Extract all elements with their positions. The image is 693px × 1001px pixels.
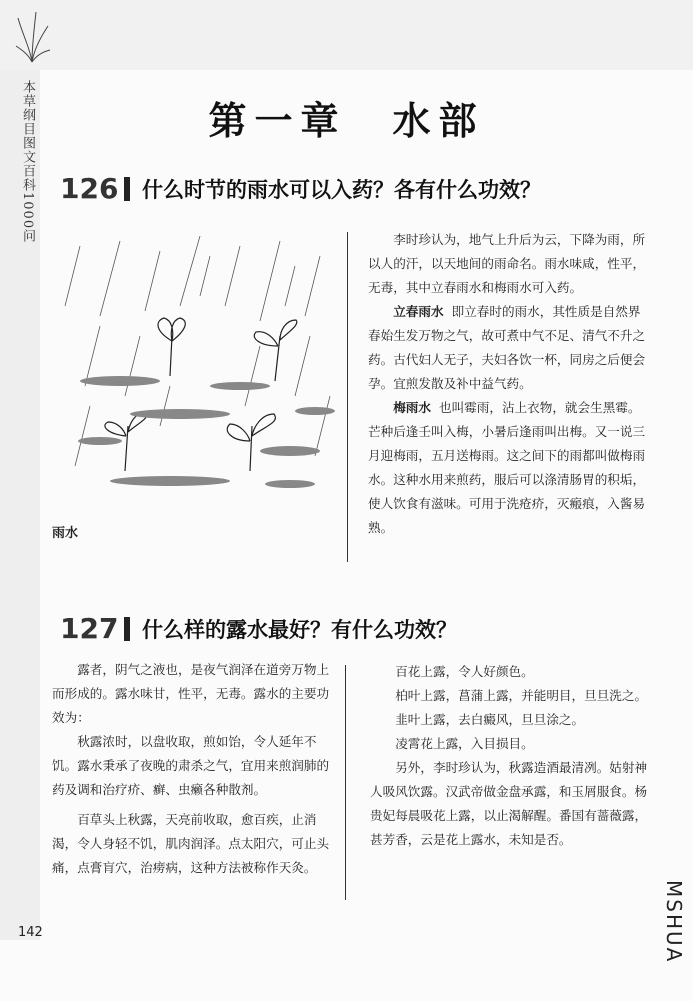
- illustration-caption: 雨水: [52, 526, 79, 541]
- column-divider: [345, 665, 346, 900]
- paragraph: 秋露浓时，以盘收取，煎如饴，令人延年不饥。露水秉承了夜晚的肃杀之气，宜用来煎润肺的药及调和治疗疥、癣、虫癞各种散剂。: [52, 734, 330, 797]
- question-title: 什么样的露水最好？有什么功效？: [142, 617, 457, 642]
- paragraph: 柏叶上露，菖蒲上露，并能明目，旦旦洗之。: [395, 688, 648, 703]
- heading-bar: [124, 617, 130, 641]
- grass-logo-icon: [12, 8, 52, 63]
- paragraph: 韭叶上露，去白癜风，旦旦涂之。: [395, 712, 585, 727]
- rain-illustration: [60, 236, 340, 506]
- paragraph-text: 也叫霉雨，沾上衣物，就会生黑霉。芒种后逢壬叫入梅，小暑后逢雨叫出梅。又一说三月迎梅雨，五月送梅雨。这之间下的雨都叫做梅雨水。这种水用来煎药，服后可以涤清肠胃的积垢，使人饮食有滋味。可用于洗疮疥，灭瘢痕，入酱易熟。: [368, 400, 646, 535]
- paragraph: 露者，阴气之液也，是夜气润泽在道旁万物上而形成的。露水味甘，性平，无毒。露水的主要功效为：: [52, 662, 330, 725]
- question-number: 126: [60, 172, 119, 205]
- question-126-heading: [60, 172, 541, 205]
- question-number: 127: [60, 612, 119, 645]
- q126-text-column: [368, 228, 650, 540]
- page-number: 142: [18, 925, 43, 940]
- q127-right-column: [370, 660, 650, 852]
- paragraph: 百草头上秋露，天亮前收取，愈百疾，止消渴，令人身轻不饥，肌肉润泽。点太阳穴，可止头痛，点膏肓穴，治痨病，这种方法被称作天灸。: [52, 812, 330, 875]
- paragraph: [368, 396, 650, 540]
- watermark: MSHUA: [662, 880, 686, 964]
- term: 梅雨水: [393, 400, 431, 415]
- paragraph: 百花上露，令人好颜色。: [395, 664, 534, 679]
- heading-bar: [124, 177, 130, 201]
- chapter-title: 第一章 水部: [208, 99, 485, 143]
- book-title: 本草纲目图文百科1000问: [20, 80, 35, 244]
- paragraph-text: 即立春时的雨水，其性质是自然界春始生发万物之气，故可煮中气不足、清气不升之药。古代妇人无子，夫妇各饮一杯，同房之后便会孕。宜煎发散及补中益气药。: [368, 304, 646, 391]
- question-title: 什么时节的雨水可以入药？各有什么功效？: [142, 177, 541, 202]
- header-band: [0, 0, 693, 70]
- column-divider: [347, 232, 348, 562]
- paragraph: [368, 300, 650, 396]
- paragraph: 李时珍认为，地气上升后为云，下降为雨，所以人的汗，以天地间的雨命名。雨水味咸，性平，无毒，其中立春雨水和梅雨水可入药。: [368, 232, 646, 295]
- q127-left-column: [52, 658, 330, 880]
- paragraph: 凌霄花上露，入目损目。: [395, 736, 534, 751]
- paragraph: 另外，李时珍认为，秋露造酒最清冽。姑射神人吸风饮露。汉武帝做金盘承露，和玉屑服食。杨贵妃每晨吸花上露，以止渴解醒。番国有蔷薇露，甚芳香，云是花上露水，未知是否。: [370, 760, 648, 847]
- question-127-heading: [60, 612, 457, 645]
- term: 立春雨水: [393, 304, 444, 319]
